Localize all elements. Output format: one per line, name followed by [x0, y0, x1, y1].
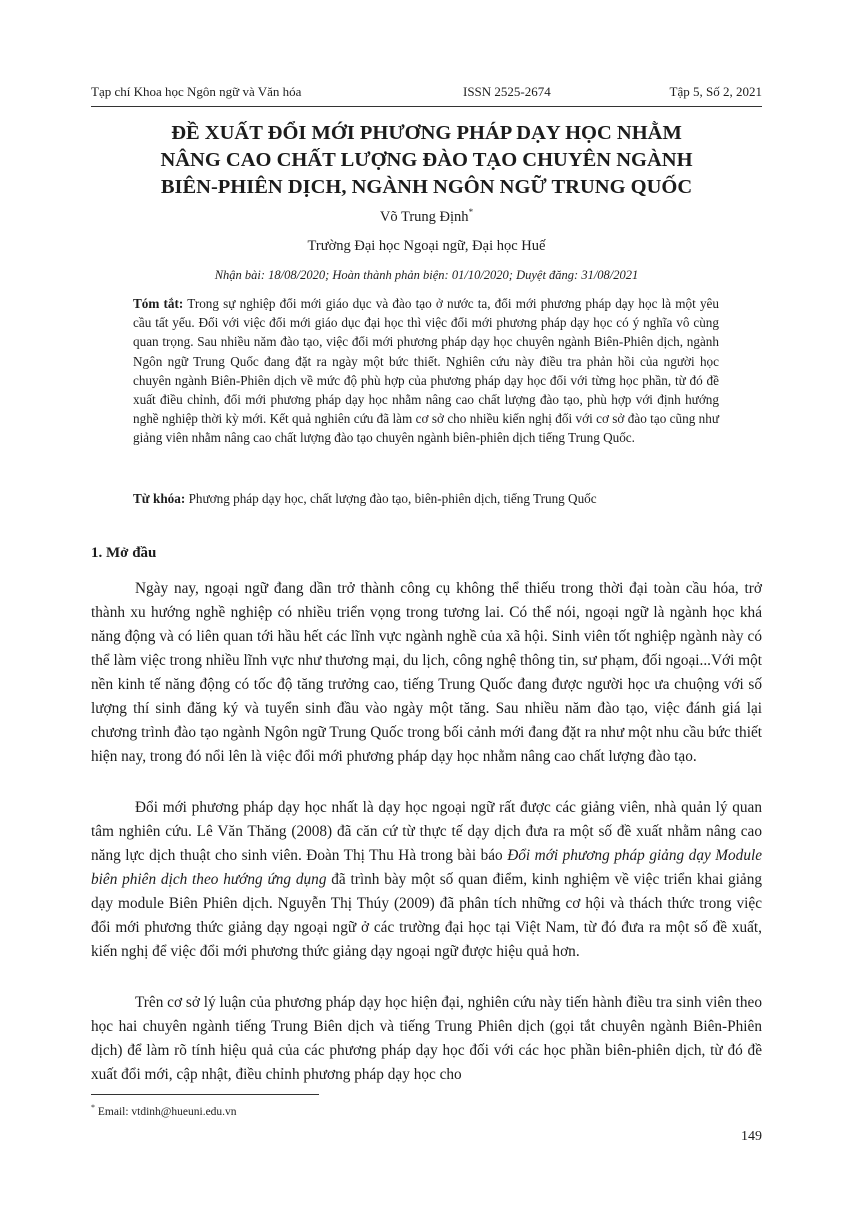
paragraph-text: Trên cơ sở lý luận của phương pháp dạy học hiện đại, nghiên cứu này tiến hành điều tra sinh viên theo học hai chuyên ngành tiếng Trung Biên dịch và tiếng Trung Phiên dịch (gọi tắt chuyên ngành Biên-Phiên dịch) để làm rõ tính hiệu quả của các phương pháp dạy học đối với các học phần biên-phiên dịch, từ đó đề xuất đổi mới, cập nhật, điều chỉnh phương pháp dạy học cho	[91, 994, 762, 1083]
body-paragraph	[91, 577, 762, 769]
cited-article-title: Đổi mới phương pháp giảng dạy Module biên phiên dịch theo hướng ứng dụng	[91, 847, 763, 888]
footnote-email: Email: vtdinh@hueuni.edu.vn	[95, 1105, 237, 1118]
footnote	[91, 1103, 237, 1118]
body-paragraph	[91, 796, 762, 964]
paragraph-text: Ngày nay, ngoại ngữ đang dần trở thành công cụ không thể thiếu trong thời đại toàn cầu hóa, trở thành xu hướng nghề nghiệp có nhiều triển vọng trong tương lai. Có thể nói, ngoại ngữ là ngành học khá năng động và có liên quan tới hầu hết các lĩnh vực ngành nghề của xã hội. Sinh viên tốt nghiệp ngành này có thể làm việc trong nhiều lĩnh vực như thương mại, du lịch, công nghệ thông tin, sư phạm, đối ngoại...Với một nền kinh tế năng động có tốc độ tăng trưởng cao, tiếng Trung Quốc đang được người học ưa chuộng với số lượng thí sinh đăng ký và tuyển sinh đầu vào ngày một tăng. Sau nhiều năm đào tạo, việc đánh giá lại chương trình đào tạo ngành Ngôn ngữ Trung Quốc trong bối cảnh mới đang đặt ra như một nhu cầu bức thiết hiện nay, trong đó nổi lên là việc đổi mới phương pháp dạy học nhằm nâng cao chất lượng đào tạo.	[91, 580, 762, 765]
author-footnote-mark: *	[468, 207, 474, 217]
header-divider	[91, 106, 762, 107]
submission-dates: Nhận bài: 18/08/2020; Hoàn thành phản biện: 01/10/2020; Duyệt đăng: 31/08/2021	[214, 268, 639, 282]
paragraph-text-part: đã trình bày một số quan điểm, kinh nghiệm về việc triển khai giảng dạy module Biên Phiên dịch. Nguyễn Thị Thúy (2009) đã phân tích những cơ hội và thách thức trong việc đổi mới phương thức giảng dạy ngoại ngữ ở các trường đại học tại Việt Nam, từ đó đưa ra một số đề xuất, kiến nghị để việc đổi mới phương thức giảng dạy ngoại ngữ được hiệu quả hơn.	[91, 871, 762, 960]
page-number: 149	[741, 1129, 762, 1144]
title-line: ĐỀ XUẤT ĐỔI MỚI PHƯƠNG PHÁP DẠY HỌC NHẰM	[171, 122, 682, 144]
running-header	[91, 84, 762, 104]
issn: ISSN 2525-2674	[463, 84, 551, 99]
abstract-text: Trong sự nghiệp đổi mới giáo dục và đào tạo ở nước ta, đổi mới phương pháp dạy học là một yêu cầu tất yếu. Đối với việc đổi mới giáo dục đại học thì việc đổi mới phương pháp dạy học có ý nghĩa vô cùng quan trọng. Sau nhiều năm đào tạo, việc đổi mới phương pháp dạy học chuyên ngành Biên-Phiên dịch, ngành Ngôn ngữ Trung Quốc đang đặt ra ngày một bức thiết. Nghiên cứu này điều tra phản hồi của người học chuyên ngành Biên-Phiên dịch về mức độ phù hợp của phương pháp dạy học đối với từng học phần, từ đó đề xuất điều chỉnh, đổi mới phương pháp dạy học nhằm nâng cao chất lượng đào tạo, phù hợp với định hướng nghề nghiệp thời kỳ mới. Kết quả nghiên cứu đã làm cơ sở cho nhiều kiến nghị đối với cơ sở đào tạo cũng như giảng viên nhằm nâng cao chất lượng đào tạo chuyên ngành biên-phiên dịch tiếng Trung Quốc.	[133, 296, 719, 446]
abstract	[133, 294, 719, 448]
volume-issue: Tập 5, Số 2, 2021	[669, 84, 762, 99]
footnote-divider	[91, 1094, 319, 1095]
title-line: BIÊN-PHIÊN DỊCH, NGÀNH NGÔN NGỮ TRUNG QUỐC	[160, 176, 693, 198]
title-line: NÂNG CAO CHẤT LƯỢNG ĐÀO TẠO CHUYÊN NGÀNH	[160, 149, 693, 171]
article-title	[91, 120, 762, 201]
journal-name: Tạp chí Khoa học Ngôn ngữ và Văn hóa	[91, 84, 302, 99]
author-name: Võ Trung Định	[379, 208, 469, 225]
paragraph-text	[91, 796, 762, 964]
abstract-label: Tóm tắt:	[133, 296, 184, 311]
keywords-text: Phương pháp dạy học, chất lượng đào tạo, biên-phiên dịch, tiếng Trung Quốc	[185, 491, 597, 506]
author-line	[91, 207, 762, 226]
body-paragraph	[91, 991, 762, 1087]
keywords	[133, 489, 719, 508]
keywords-label: Từ khóa:	[133, 491, 186, 506]
affiliation: Trường Đại học Ngoại ngữ, Đại học Huế	[307, 238, 546, 254]
footnote-mark: *	[91, 1103, 95, 1112]
paragraph-text-part: Đổi mới phương pháp dạy học nhất là dạy học ngoại ngữ rất được các giảng viên, nhà quản lý quan tâm nghiên cứu. Lê Văn Thăng (2008) đã căn cứ từ thực tế dạy dịch đưa ra một số đề xuất nhằm nâng cao năng lực dịch thuật cho sinh viên. Đoàn Thị Thu Hà trong bài báo	[91, 799, 762, 864]
section-heading: 1. Mở đầu	[91, 545, 157, 561]
